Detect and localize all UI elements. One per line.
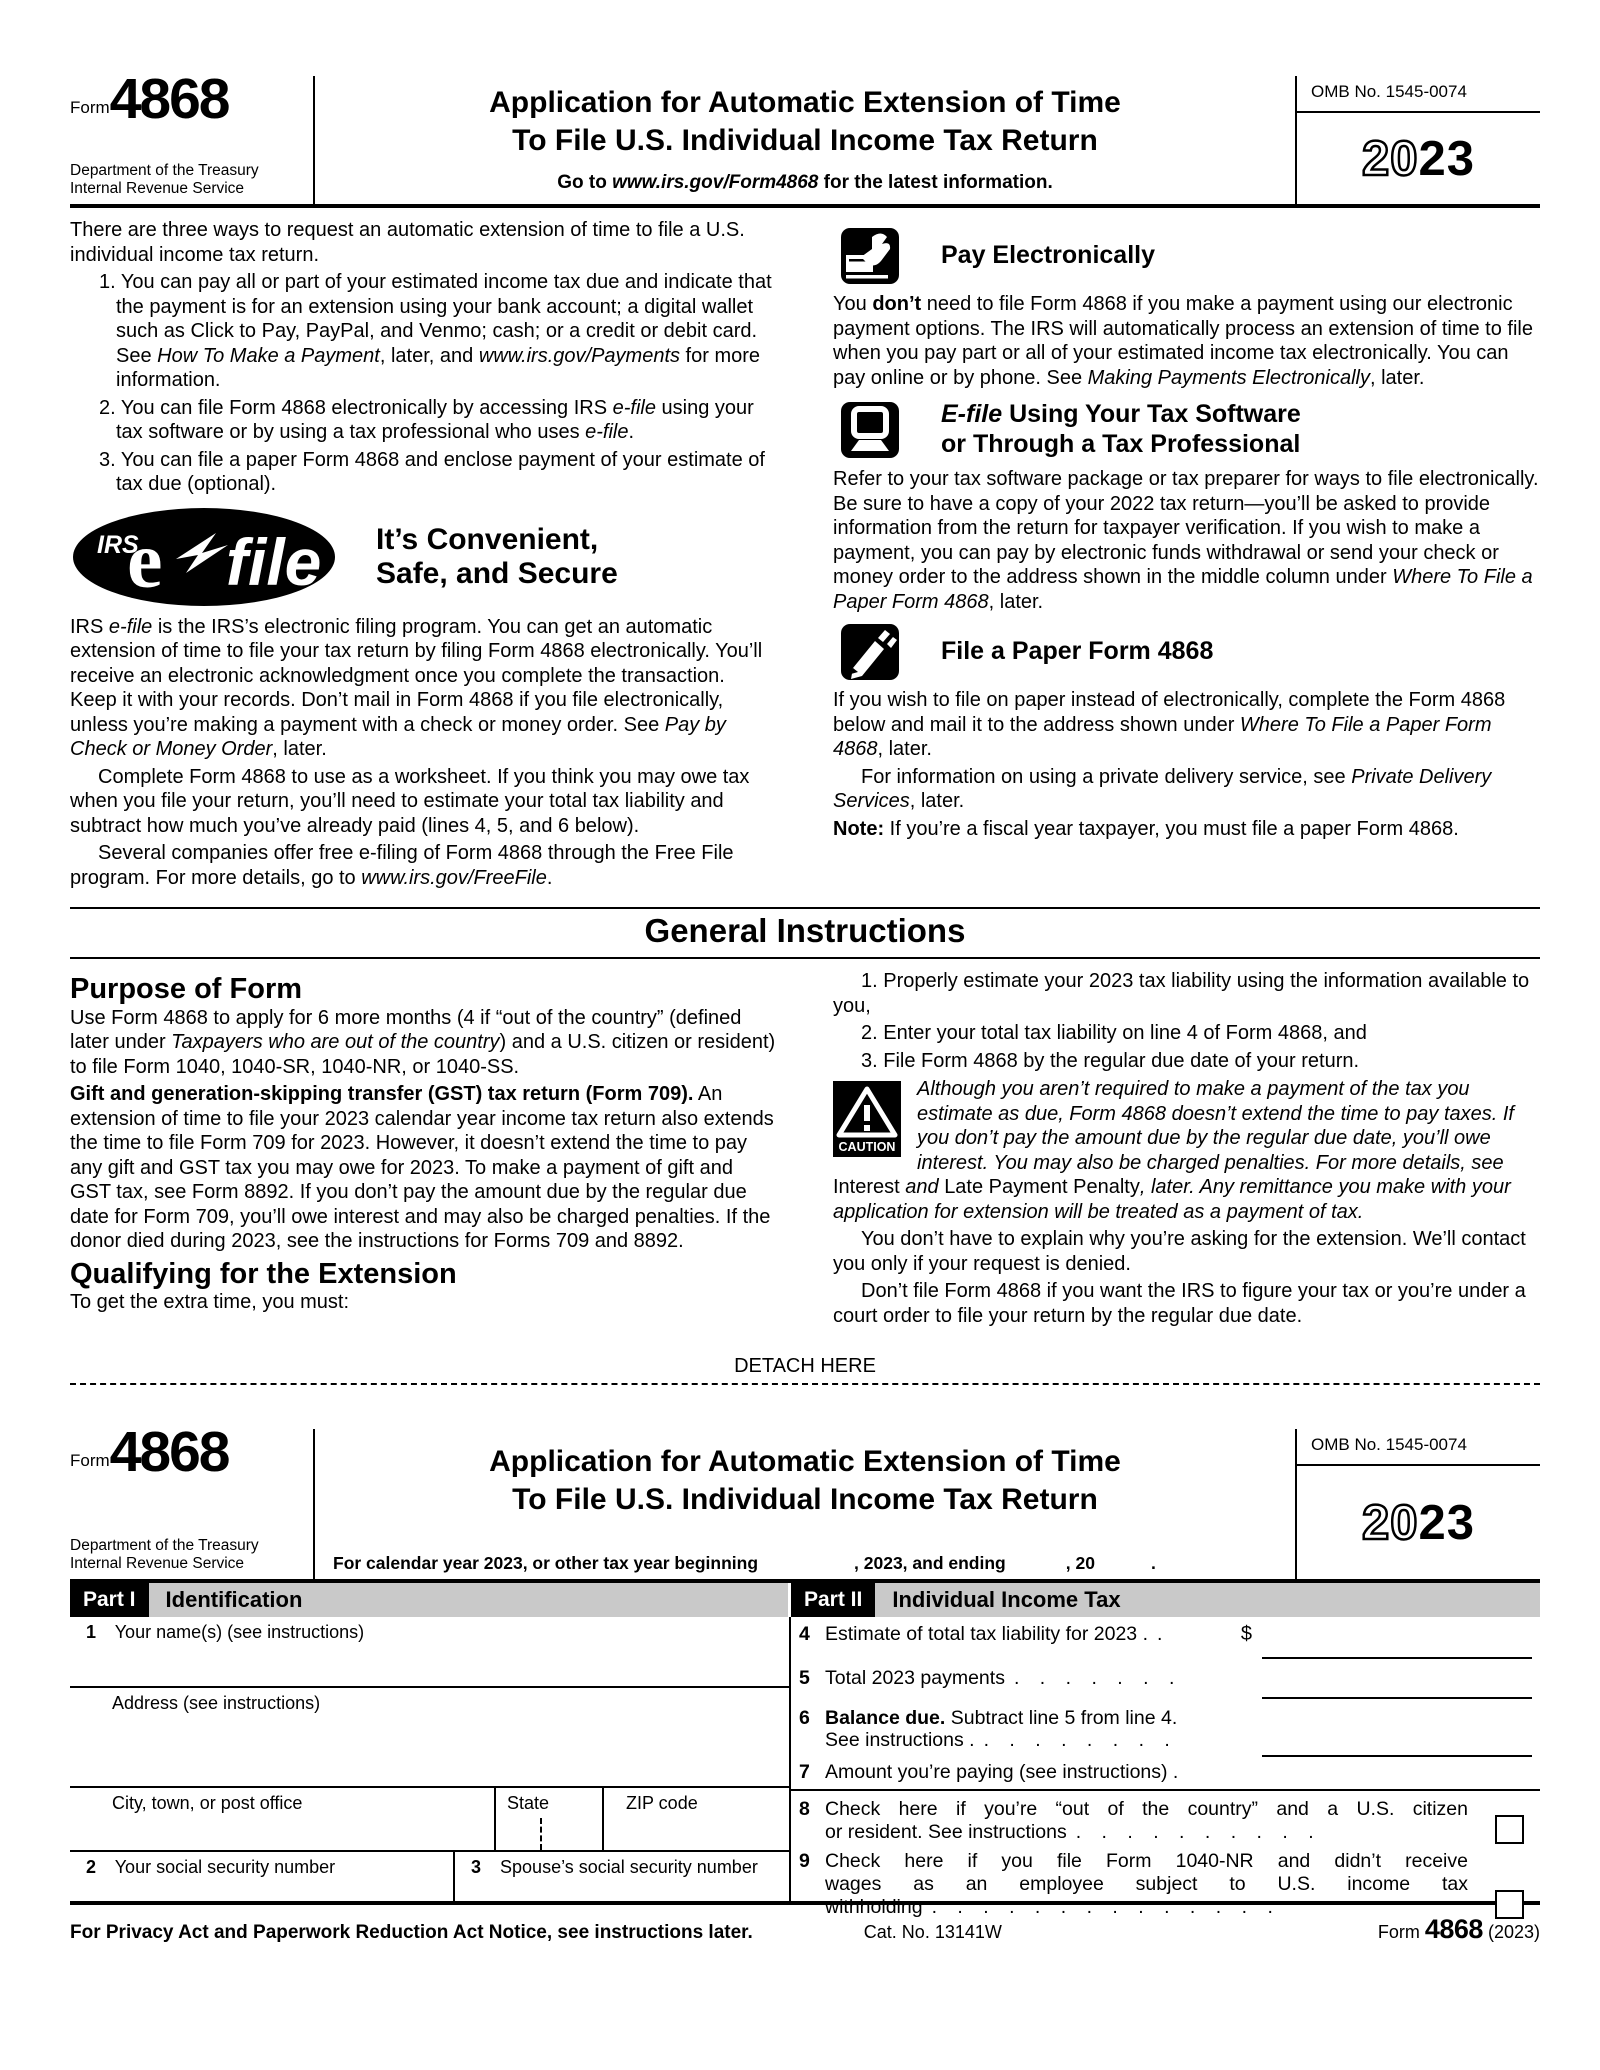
tax-year [1297,113,1540,204]
part2-bar [791,1583,1540,1617]
form2-dept-line2: Internal Revenue Service [70,1555,245,1573]
part1-label: Part I [70,1583,149,1617]
efile-heading-line1: It’s Convenient, [376,522,599,556]
ssn-row [70,1852,789,1901]
efile-heading-line2: Safe, and Secure [376,556,618,590]
spouse-ssn-field-label: Spouse’s social security number [500,1857,758,1877]
address-field[interactable] [70,1688,789,1788]
form-word: Form [70,97,110,117]
caution-block [833,1077,1540,1224]
city-field-label: City, town, or post office [112,1793,303,1813]
line4-number: 4 [799,1623,810,1645]
ssn-field[interactable] [70,1852,453,1901]
spouse-ssn-field[interactable] [453,1852,789,1901]
line6-number: 6 [799,1707,810,1729]
line7-label: Amount you’re paying (see instructions) . [825,1761,1179,1783]
line8-number: 8 [799,1798,810,1820]
line2-number: 2 [86,1857,97,1877]
form2-title-line2: To File U.S. Individual Income Tax Return [512,1482,1098,1516]
form2-omb-year-block [1295,1429,1540,1579]
dept-line2: Internal Revenue Service [70,180,245,198]
irs-efile-logo-icon [70,505,338,609]
line4-row [799,1623,1540,1667]
part-bars [70,1583,1540,1617]
gi-dont-paragraph: Don’t file Form 4868 if you want the IRS to figure your tax or you’re under a court order to file your return by the regular due date. [833,1280,1526,1327]
line9-dots: . . . . . . . . . . . . . . [931,1896,1273,1918]
gi-step-1: 1. Properly estimate your 2023 tax liability using the information available to you, [833,970,1530,1017]
svg-text:e: e [127,516,163,605]
gi-step-2: 2. Enter your total tax liability on line 4 of Form 4868, and [861,1022,1367,1044]
part2-amount-section [791,1617,1540,1791]
line8-checkbox[interactable] [1495,1815,1524,1844]
line4-label: Estimate of total tax liability for 2023 . [825,1623,1148,1645]
pay-paragraph: You don’t need to file Form 4868 if you make a payment using our electronic payment options. The IRS will automatically process an extension of time to file when you pay part or all of your estimated income tax electronically. You can pay online or by phone. See Making Payments Electronically, later. [833,293,1533,389]
intro-item-1: 1. You can pay all or part of your estimated income tax due and indicate that the payment is for an extension using your bank account; a digital wallet such as Click to Pay, PayPal, and Venmo; cash; or a credit or debit card. See How To Make a Payment, later, and www.irs.gov/Payments for more information. [99,271,772,391]
footer-form-year: (2023) [1487,1922,1540,1942]
state-field[interactable] [494,1788,602,1850]
efile-p1: IRS e-file is the IRS’s electronic filing program. You can get an automatic extension of time to file your tax return by filing Form 4868 electronically. You’ll receive an electronic acknowledgment once you complete the transaction. Keep it with your records. Don’t mail in Form 4868 if you file electronically, unless you’re making a payment with a check or money order. See Pay by Check or Money Order, later. [70,615,763,760]
line8-text-line1: Check here if you’re “out of the country” and a U.S. citizen [825,1798,1468,1820]
line6-dots: . . . . . . . . [983,1729,1170,1751]
part2-label: Part II [791,1583,875,1617]
pay-electronically-icon [841,228,899,284]
line5-label: Total 2023 payments [825,1667,1005,1689]
intro-item-2: 2. You can file Form 4868 electronically by accessing IRS e-file using your tax software or by using a tax professional who uses e-file. [99,396,754,443]
caution-label: CAUTION [838,1140,896,1154]
calendar-part4: . [1150,1553,1156,1573]
state-dashed-divider [540,1818,542,1850]
line8-dots: . . . . . . . . . . [1075,1821,1314,1843]
dollar-sign: $ [1240,1623,1252,1645]
line4-dots: . [1157,1623,1163,1645]
line6-row [799,1707,1540,1761]
part2-title: Individual Income Tax [892,1587,1121,1612]
address-field-label: Address (see instructions) [112,1693,321,1713]
line9-text-line3: withholding [825,1896,923,1918]
calendar-ending-blank[interactable] [1006,1551,1066,1569]
line9-row [791,1847,1540,1919]
qualifying-paragraph: To get the extra time, you must: [70,1291,350,1313]
left-column [70,218,777,893]
ssn-field-label: Your social security number [114,1857,336,1877]
line9-text-line2: wages as an employee subject to U.S. income tax [825,1873,1468,1895]
form-header [70,67,1540,208]
tax-year-bold: 23 [1418,131,1476,186]
goto-line: Go to www.irs.gov/Form4868 for the latest information. [557,172,1053,193]
privacy-notice: For Privacy Act and Paperwork Reduction Act Notice, see instructions later. [70,1922,753,1943]
pencil-icon [841,624,899,680]
general-instructions-heading: General Instructions [70,907,1540,959]
form2-number-block [70,1420,315,1579]
line5-amount-field[interactable] [1262,1697,1532,1699]
state-field-label: State [507,1793,550,1813]
zip-field[interactable] [602,1788,789,1850]
gi-right-column [833,969,1540,1331]
line7-row[interactable] [799,1761,1540,1789]
line3-number: 3 [471,1857,482,1877]
efile-software-title-line1: E-file Using Your Tax Software [941,400,1301,428]
right-column [833,218,1540,893]
omb-year-block [1295,76,1540,204]
instructions-columns-general [70,969,1540,1331]
form-body [70,1617,1540,1918]
form2-word: Form [70,1450,110,1470]
form-title-block [315,76,1295,204]
detachable-form-header [70,1420,1540,1583]
form2-tax-year-bold: 23 [1418,1495,1476,1550]
form-number-block [70,67,315,204]
line4-amount-field[interactable] [1262,1657,1532,1659]
detach-dashed-line [70,1382,1540,1385]
paper-note: Note: If you’re a fiscal year taxpayer, you must file a paper Form 4868. [833,817,1459,840]
calendar-beginning-blank[interactable] [758,1551,854,1569]
form2-omb-number: OMB No. 1545-0074 [1297,1429,1540,1466]
form2-title-line1: Application for Automatic Extension of Time [489,1445,1121,1478]
part1-title: Identification [165,1587,303,1612]
name-field[interactable] [70,1617,789,1688]
gi-left-column [70,969,777,1331]
efile-software-heading [833,400,1540,459]
part1-bar [70,1583,788,1617]
calendar-year-blank[interactable] [1095,1551,1151,1569]
part2-fields [791,1617,1540,1918]
form2-tax-year [1297,1466,1540,1579]
zip-field-label: ZIP code [626,1793,698,1813]
footer-form-word: Form [1377,1922,1420,1942]
line8-row [791,1795,1540,1844]
purpose-p1: Use Form 4868 to apply for 6 more months (4 if “out of the country” (defined later under Taxpayers who are out of the country) and a U.S. citizen or resident) to file Form 1040, 1040-SR, 1040-NR, or 1040-SS. [70,1006,776,1078]
catalog-number: Cat. No. 13141W [863,1922,1002,1942]
paper-p1: If you wish to file on paper instead of electronically, complete the Form 4868 below and mail it to the address shown under Where To File a Paper Form 4868, later. [833,689,1506,760]
omb-number: OMB No. 1545-0074 [1297,76,1540,113]
computer-icon [841,402,899,458]
efile-software-title-line2: or Through a Tax Professional [941,429,1301,458]
qualifying-heading: Qualifying for the Extension [70,1257,457,1290]
gi-step-3: 3. File Form 4868 by the regular due date of your return. [861,1049,1360,1072]
part1-fields [70,1617,791,1901]
line9-checkbox[interactable] [1495,1890,1524,1919]
line8-text-line2: or resident. See instructions [825,1821,1067,1843]
pay-electronically-title: Pay Electronically [941,241,1156,270]
line9-number: 9 [799,1850,810,1872]
gi-explain-paragraph: You don’t have to explain why you’re asking for the extension. We’ll contact you only if your request is denied. [833,1228,1526,1275]
line5-number: 5 [799,1667,810,1689]
calendar-year-line [323,1551,1287,1579]
line6-label-line2: See instructions . [825,1729,975,1751]
form2-title-block [315,1429,1295,1579]
calendar-part3: , 20 [1065,1553,1095,1573]
efile-p3: Several companies offer free e-filing of Form 4868 through the Free File program. For more details, go to www.irs.gov/FreeFile. [70,842,734,889]
paper-p2: For information on using a private delivery service, see Private Delivery Services, later. [833,765,1492,812]
name-field-label: Your name(s) (see instructions) [114,1622,365,1642]
line5-row [799,1667,1540,1707]
intro-lead: There are three ways to request an automatic extension of time to file a U.S. individual income tax return. [70,219,745,266]
pay-electronically-heading [833,228,1540,284]
caution-icon [833,1081,901,1157]
line1-number: 1 [86,1622,97,1642]
paper-form-heading [833,624,1540,680]
city-field[interactable] [70,1788,494,1850]
line9-text-line1: Check here if you file Form 1040-NR and didn’t receive [825,1850,1468,1872]
paper-form-title: File a Paper Form 4868 [941,637,1214,666]
line6-amount-field[interactable] [1262,1755,1532,1757]
form2-tax-year-outline: 20 [1361,1495,1419,1550]
efile-promo [70,505,777,609]
tax-year-outline: 20 [1361,131,1419,186]
line6-label: Balance due. Subtract line 5 from line 4. [825,1707,1178,1729]
footer-form-number: 4868 [1424,1914,1483,1944]
svg-text:file: file [226,524,322,599]
line5-dots: . . . . . . . [1013,1667,1175,1689]
detach-here-label: DETACH HERE [734,1355,876,1377]
form-title-line2: To File U.S. Individual Income Tax Return [512,123,1098,157]
efile-software-paragraph: Refer to your tax software package or tax preparer for ways to file electronically. Be sure to have a copy of your 2022 tax return—you’ll be asked to provide information from the return for taxpayer verification. If you wish to make a payment, you can pay by electronic funds withdrawal or send your check or money order to the address shown in the middle column under Where To File a Paper Form 4868, later. [833,468,1539,613]
instructions-columns-top [70,218,1540,893]
form2-dept-line1: Department of the Treasury [70,1536,259,1554]
purpose-p2: Gift and generation-skipping transfer (GST) tax return (Form 709). An extension of time to file your 2023 calendar year income tax return also extends the time to file Form 709 for 2023. However, it doesn’t extend the time to pay any gift and GST tax you may owe for 2023. To make a payment of gift and GST tax, see Form 8892. If you don’t pay the amount due by the regular due date for Form 709, you’ll owe interest and may also be charged penalties. If the donor died during 2023, see the instructions for Forms 709 and 8892. [70,1083,774,1252]
calendar-part2: , 2023, and ending [854,1553,1006,1573]
svg-text:IRS: IRS [97,530,139,559]
city-state-zip-row [70,1788,789,1852]
caution-paragraph: Although you aren’t required to make a payment of the tax you estimate as due, Form 4868 doesn’t extend the time to pay taxes. If you don’t pay the amount due by the regular due date, you’ll owe interest. You may also be charged penalties. For more details, see Interest and Late Payment Penalty, later. Any remittance you make with your application for extension will be treated as a payment of tax. [833,1078,1514,1223]
intro-item-3: 3. You can file a paper Form 4868 and enclose payment of your estimate of tax due (optional). [99,448,765,495]
calendar-part1: For calendar year 2023, or other tax year beginning [333,1553,759,1573]
line7-number: 7 [799,1761,810,1783]
form2-number: 4868 [109,1420,229,1484]
efile-p2: Complete Form 4868 to use as a worksheet. If you think you may owe tax when you file your return, you’ll need to estimate your total tax liability and subtract how much you’ve already paid (lines 4, 5, and 6 below). [70,765,750,837]
purpose-heading: Purpose of Form [70,973,303,1005]
form-number: 4868 [109,67,229,131]
form-title-line1: Application for Automatic Extension of Time [489,86,1121,119]
dept-line1: Department of the Treasury [70,161,259,179]
